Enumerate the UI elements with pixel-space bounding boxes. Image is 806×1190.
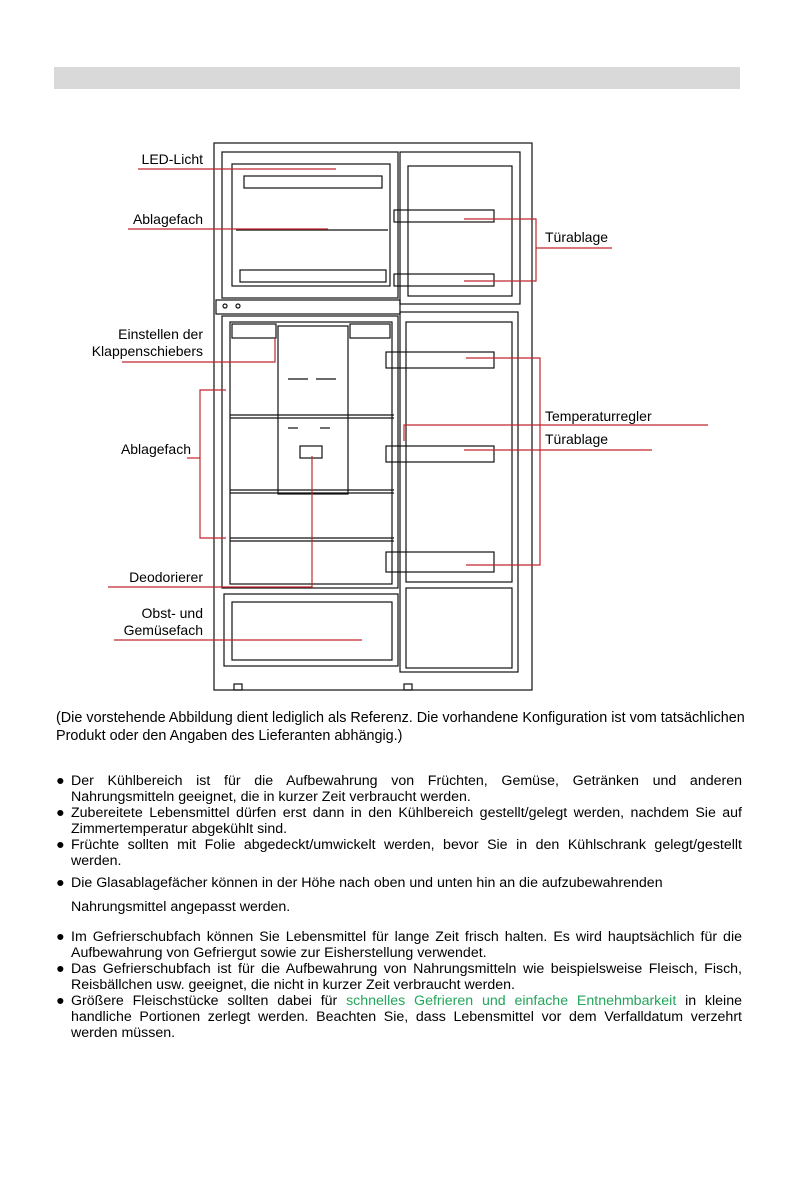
- label-ablagefach-top: Ablagefach: [132, 211, 203, 227]
- bullet-item: ● Das Gefrierschubfach ist für die Aufbewahrung von Nahrungsmitteln wie beispielsweise Fleisch, Fisch, Reisbällchen usw. geeignet, die nicht in kurzer Zeit verbraucht werden.: [56, 961, 742, 993]
- figure-caption: (Die vorstehende Abbildung dient lediglich als Referenz. Die vorhandene Konfiguration ist vom tatsächlichen Produkt oder den Angaben des Lieferanten abhängig.): [56, 710, 745, 744]
- freezer-door-shelf-2: [394, 274, 494, 286]
- bullet-item: ● Größere Fleischstücke sollten dabei für schnelles Gefrieren und einfache Entnehmbarkeit in kleine handliche Portionen zerlegt werden. Beachten Sie, dass Lebensmittel vor dem Verfalldatum verzehrt werden müssen.: [56, 993, 742, 1041]
- freezer-door-shelf-1: [394, 210, 494, 222]
- label-deodorierer: Deodorierer: [129, 569, 203, 585]
- label-temperaturregler: Temperaturregler: [545, 408, 652, 424]
- label-led-licht: LED-Licht: [141, 151, 203, 167]
- fridge-outline: [214, 143, 532, 690]
- freezer-section: [56, 929, 742, 1041]
- label-einstellen-line2: Klappenschiebers: [91, 343, 203, 359]
- crisper-drawer: [224, 594, 398, 666]
- leader-line-deodorierer: [108, 456, 312, 587]
- fridge-door-shelf-3: [386, 552, 494, 572]
- fridge-door-shelf-1: [386, 352, 494, 368]
- bullet-dot: ●: [56, 993, 65, 1009]
- freezer-compartment: [222, 152, 398, 298]
- bullet-dot: ●: [56, 837, 65, 853]
- bullet-item: ● Die Glasablagefächer können in der Höhe nach oben und unten hin an die aufzubewahrenden: [56, 875, 663, 891]
- air-duct: [278, 326, 348, 494]
- bullet-item: ● Früchte sollten mit Folie abgedeckt/umwickelt werden, bevor Sie in den Kühlschrank gelegt/gestellt werden.: [56, 837, 742, 869]
- label-tuerablage-mid: Türablage: [545, 431, 609, 447]
- cooling-section: [56, 773, 742, 915]
- bullet-item: ● Im Gefrierschubfach können Sie Lebensmittel für lange Zeit frisch halten. Es wird hauptsächlich für die Aufbewahrung von Gefriergut sowie zur Eisherstellung verwendet.: [56, 929, 742, 961]
- bullet-item: ● Der Kühlbereich ist für die Aufbewahrung von Früchten, Gemüse, Getränken und anderen Nahrungsmitteln geeignet, die in kurzer Zeit verbraucht werden.: [56, 773, 742, 805]
- bullet-dot: ●: [56, 773, 65, 789]
- fridge-door: [400, 312, 518, 672]
- bullet-item: ● Zubereitete Lebensmittel dürfen erst dann in den Kühlbereich gestellt/gelegt werden, nachdem Sie auf Zimmertemperatur abgekühlt sind.: [56, 805, 742, 837]
- bullet-dot: ●: [56, 929, 65, 945]
- label-obst-line2: Gemüsefach: [123, 622, 203, 638]
- label-ablagefach-mid: Ablagefach: [120, 441, 191, 457]
- bullet-dot: ●: [56, 805, 65, 821]
- label-einstellen-line1: Einstellen der: [118, 326, 203, 342]
- deodorizer: [300, 446, 322, 458]
- leader-line-tuerablage-top-bracket: [464, 219, 536, 281]
- bullet-continuation: Nahrungsmittel angepasst werden.: [71, 899, 291, 915]
- highlight-text: schnelles Gefrieren und einfache Entnehmbarkeit: [346, 993, 677, 1009]
- label-obst-line1: Obst- und: [141, 605, 203, 621]
- label-tuerablage-top: Türablage: [545, 229, 609, 245]
- fridge-door-shelf-2: [386, 446, 494, 462]
- bullet-dot: ●: [56, 961, 65, 977]
- bullet-dot: ●: [56, 875, 65, 891]
- fridge-compartment: [222, 316, 398, 588]
